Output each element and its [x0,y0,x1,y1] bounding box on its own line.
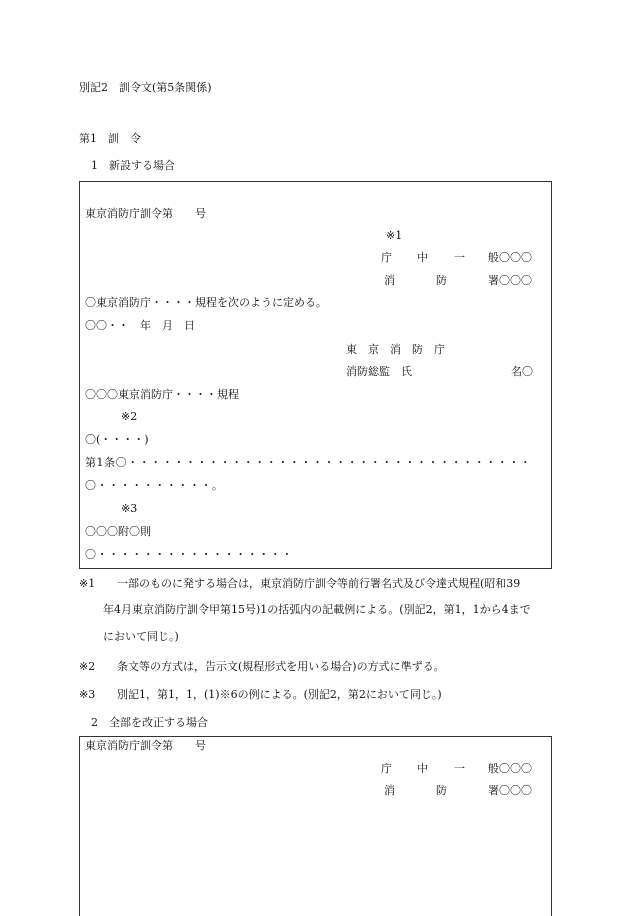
date-line: 〇〇・・ 年 月 日 [85,319,195,332]
enactment-line: 〇東京消防庁・・・・規程を次のように定める。 [85,296,327,309]
addr2-part: 消 [384,274,395,287]
addr1b-part: 般〇〇〇 [488,762,532,775]
article-1-line: 第1条〇・・・・・・・・・・・・・・・・・・・・・・・・・・・・・・・・・・・ [85,456,532,469]
footnote-2-mark: ※2 [79,660,96,673]
footnote-3-text: 別記1，第1，1，(1)※6の例による。(別記2，第2において同じ。) [117,688,442,701]
footnote-2-text: 条文等の方式は，告示文(規程形式を用いる場合)の方式に準ずる。 [117,660,445,673]
supplementary-text: 〇・・・・・・・・・・・・・・・・・ [85,548,293,561]
addr1-part: 中 [417,251,428,264]
regulation-title: 〇〇〇東京消防庁・・・・規程 [85,388,239,401]
signer-name: 名〇 [511,365,533,378]
order-number-line-2: 東京消防庁訓令第 号 [85,739,206,752]
footnote-3-mark: ※3 [79,688,96,701]
addr2-part: 署〇〇〇 [488,274,532,287]
paragraph-line: 〇・・・・・・・・・・。 [85,479,224,492]
template-box-new [79,181,552,569]
note-mark-3: ※3 [121,502,138,515]
document-title: 別記2 訓令文(第5条関係) [79,81,212,94]
order-number-line: 東京消防庁訓令第 号 [85,207,206,220]
issuer-name: 東 京 消 防 庁 [346,343,445,356]
addr1b-part: 中 [417,762,428,775]
subsection-new: 1 新設する場合 [91,159,175,172]
footnote-1-mark: ※1 [79,577,96,590]
note-mark-1: ※1 [386,229,403,242]
footnote-1-line-2: 年4月東京消防庁訓令甲第15号)1の括弧内の記載例による。(別記2，第1，1から4まで [103,603,531,616]
signer-title: 消防総監 氏 [346,365,412,378]
addr2b-part: 消 [384,784,395,797]
addr1b-part: 一 [454,762,465,775]
addr2b-part: 防 [436,784,447,797]
addr2-part: 防 [436,274,447,287]
note-mark-2: ※2 [121,410,138,423]
addr1b-part: 庁 [381,762,392,775]
section-heading: 第1 訓 令 [79,132,141,145]
footnote-1-line-3: において同じ。) [103,630,179,643]
addr1-part: 般〇〇〇 [488,251,532,264]
supplementary-heading: 〇〇〇附〇則 [85,525,151,538]
subsection-full-revision: 2 全部を改正する場合 [91,716,208,729]
footnote-1-line-1: 一部のものに発する場合は，東京消防庁訓令等前行署名式及び令達式規程(昭和39 [117,577,521,590]
template-box-revision [79,736,552,916]
caption-line: 〇(・・・・) [85,433,149,446]
addr2b-part: 署〇〇〇 [488,784,532,797]
addr1-part: 庁 [381,251,392,264]
addr1-part: 一 [454,251,465,264]
